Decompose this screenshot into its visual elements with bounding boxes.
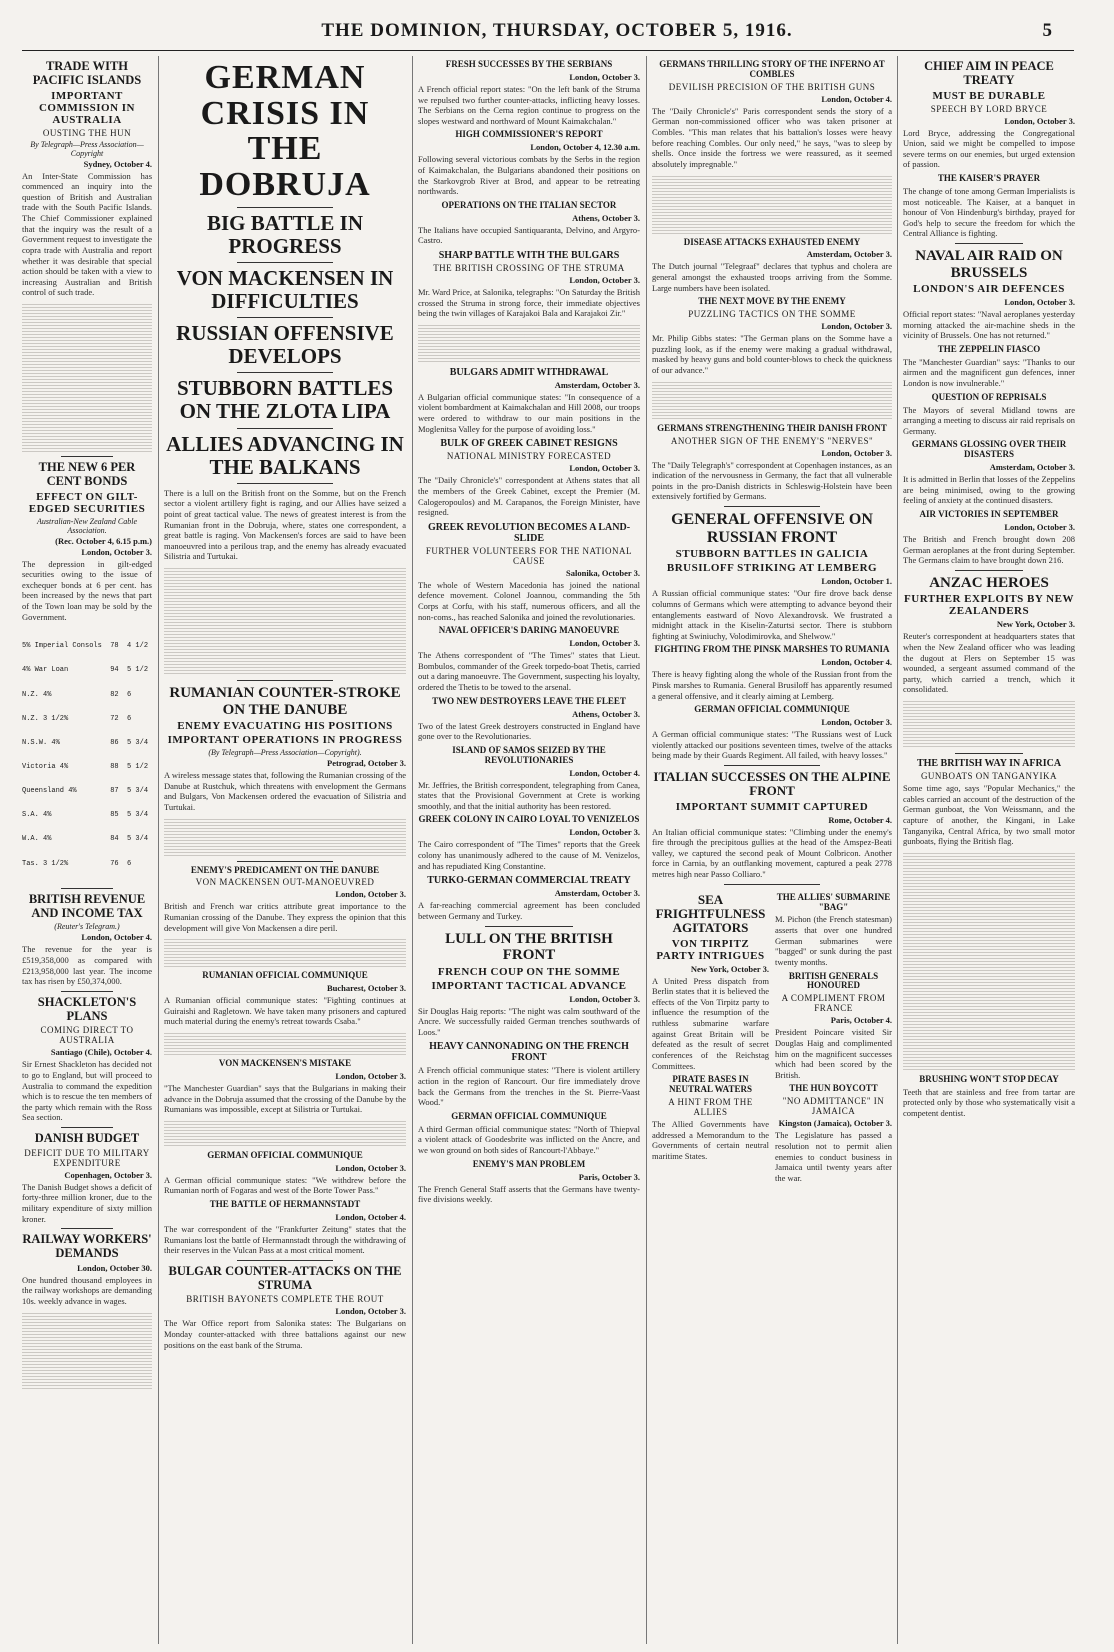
dateline: London, October 3. [569, 993, 640, 1004]
column-5 [903, 56, 1075, 1644]
subheadline: EFFECT ON GILT-EDGED SECURITIES [28, 490, 146, 515]
divider [237, 680, 334, 681]
table-row: Victoria 4% 88 5 1/2 [22, 763, 149, 772]
article-body: A Bulgarian official communique states: "In consequence of a violent bombardment at Kaimakchalan and Hill 2008, our troops were ordered to withdraw to our main positions in the Moglenitsa Valley for the purpose of avoiding loss." [418, 391, 640, 434]
article-body: The Legislature has passed a resolution not to permit alien enemies to conduct business in Jamaica until twenty years after the war. [775, 1130, 892, 1183]
article-body: The "Daily Telegraph's" correspondent at Copenhagen instances, as an indication of the nervousness in Germany, the fact that all vulnerable points in the pro-Danish districts in Schleswig-Holstein have been extensively fortified by Germans. [652, 459, 892, 502]
headline: RAILWAY WORKERS' DEMANDS [22, 1232, 152, 1260]
subheadline: GUNBOATS ON TANGANYIKA [920, 771, 1058, 782]
dateline: Petrograd, October 3. [327, 758, 406, 769]
subheadline: OUSTING THE HUN [42, 127, 132, 138]
dateline: London, October 30. [77, 1262, 152, 1273]
table-row: N.S.W. 4% 86 5 3/4 [22, 738, 149, 747]
table-row: 4% War Loan 94 5 1/2 [22, 666, 149, 675]
headline: TWO NEW DESTROYERS LEAVE THE FLEET [432, 695, 626, 706]
headline: TURKO-GERMAN COMMERCIAL TREATY [427, 875, 631, 887]
subheadline: DEFICIT DUE TO MILITARY EXPENDITURE [24, 1147, 150, 1168]
article-body: The Italians have occupied Santiquaranta, Delvino, and Argyro-Castro. [418, 224, 640, 246]
headline: SEA FRIGHTFULNESS AGITATORS [655, 891, 766, 936]
dateline: Rome, October 4. [828, 814, 892, 825]
headline: LULL ON THE BRITISH FRONT [445, 930, 613, 963]
dateline: London, October 3. [335, 889, 406, 900]
article-body: A French official communique states: "There is violent artillery action in the region of Rancourt. Our fire immediately drove back the Germans from the trenches in the St. Pierre-Vaast Wood." [418, 1065, 640, 1108]
dateline: London, October 3. [821, 321, 892, 332]
headline: BRITISH GENERALS HONOURED [788, 970, 879, 991]
article-body: The Mayors of several Midland towns are arranging a meeting to discuss air raid reprisals on Germany. [903, 404, 1075, 436]
dateline: Bucharest, October 3. [326, 983, 406, 994]
article-body: Sir Douglas Haig reports: "The night was calm southward of the Ancre. We successfully raided German trenches southwards of Loos." [418, 1005, 640, 1037]
article-text-continued [418, 323, 640, 363]
column-2 [164, 56, 406, 1644]
headline: THE BRITISH WAY IN AFRICA [916, 758, 1062, 770]
article-body: An Inter-State Commission has commenced an inquiry into the question of British and Australian trade with the South Pacific Islands. The Chief Commissioner explained that the inquiry was the result of a Government request to investigate the copra trade with Australia and report whether it was desirable that special action should be taken with a view to increasing Australian and British control of such trade. [22, 170, 152, 298]
headline: DANISH BUDGET [34, 1131, 140, 1145]
divider [955, 570, 1024, 571]
article-body: A far-reaching commercial agreement has been concluded between Germany and Turkey. [418, 900, 640, 921]
article-body: There is a lull on the British front on the Somme, but on the French sector a violent artillery fight is raging, and our Allies have seized a point of great tactical value. The news of greatest interest is from the Rumanian front in the Dobruja, where, states one correspondent, a great battle is raging. Von Mackensen's forces are said to have been manoeuvred into a perilous trap, and the enemy has already evacuated Silistria and Turtukai. [164, 487, 406, 562]
headline: ALLIES ADVANCING IN THE BALKANS [166, 431, 404, 479]
article-body: The "Manchester Guardian" says: "Thanks to our airmen and the magnificent gun defences, inner London is now invulnerable." [903, 356, 1075, 389]
dateline: Sydney, October 4. [83, 158, 152, 169]
dateline: Santiago (Chile), October 4. [50, 1047, 152, 1058]
article-body: It is admitted in Berlin that losses of the Zeppelins are being minimised, owing to the growing feeling of anxiety at the continued disasters. [903, 474, 1075, 506]
article-text-continued [164, 1119, 406, 1147]
article-text-continued [652, 380, 892, 420]
headline: FIGHTING FROM THE PINSK MARSHES TO RUMANIA [654, 644, 890, 655]
divider [237, 1260, 334, 1261]
subheadline: FURTHER VOLUNTEERS FOR THE NATIONAL CAUSE [425, 545, 633, 566]
dateline: London, October 3. [1004, 521, 1075, 532]
dateline: London, October 3. [1004, 297, 1075, 308]
subheadline: ANOTHER SIGN OF THE ENEMY'S "NERVES" [670, 435, 874, 446]
dateline: Salonika, October 3. [566, 567, 640, 578]
headline: THE BATTLE OF HERMANNSTADT [209, 1199, 361, 1209]
article-text-continued [22, 302, 152, 452]
article-body: Mr. Philip Gibbs states: "The German plans on the Somme have a puzzling look, as if the enemy were making a gradual withdrawal, masked by heavy guns and bold counter-blows to check the quickness of our advance." [652, 333, 892, 376]
subheadline: THE BRITISH CROSSING OF THE STRUMA [433, 262, 625, 273]
headline: GREEK COLONY IN CAIRO LOYAL TO VENIZELOS [418, 814, 640, 825]
article-body: A third German official communique states: "North of Thiepval a violent attack of Goodesbrite was inflicted on the Ancre, and we won ground on both sides of Rancourt-l'Abbaye." [418, 1123, 640, 1156]
headline: BULGAR COUNTER-ATTACKS ON THE STRUMA [168, 1263, 402, 1292]
article-body: The Athens correspondent of "The Times" states that Lieut. Bombulos, commander of the Greek torpedo-boat Thetis, carried out a daring manoeuvre. The Government, suspecting his loyalty, ordered the Thetis to be towed to the arsenal. [418, 650, 640, 693]
headline: QUESTION OF REPRISALS [931, 391, 1047, 402]
article-body: One hundred thousand employees in the railway workshops are demanding 10s. weekly advance in wages. [22, 1274, 152, 1306]
article-body: The war correspondent of the "Frankfurter Zeitung" states that the Rumanians lost the battle of Hermannstadt through the withdrawing of their reserves in the Vulcan Pass at a most critical moment. [164, 1223, 406, 1256]
headline: GENERAL OFFENSIVE ON RUSSIAN FRONT [671, 511, 873, 546]
headline: ISLAND OF SAMOS SEIZED BY THE REVOLUTIONARIES [452, 744, 606, 765]
subheadline: PUZZLING TACTICS ON THE SOMME [688, 309, 856, 320]
dateline: London, October 3. [821, 717, 892, 728]
headline: BRITISH REVENUE AND INCOME TAX [28, 891, 146, 920]
subheadline: NATIONAL MINISTRY FORECASTED [446, 451, 612, 462]
dateline: New York, October 3. [690, 963, 769, 974]
headline: CHIEF AIM IN PEACE TREATY [924, 59, 1054, 87]
headline: GERMAN OFFICIAL COMMUNIQUE [451, 1110, 607, 1121]
subheadline: IMPORTANT SUMMIT CAPTURED [675, 800, 869, 813]
article-body: A German official communique states: "We withdrew before the Rumanian north of Fogaras and west of the Borte Tower Pass." [164, 1174, 406, 1196]
article-body: Mr. Jeffries, the British correspondent, telegraphing from Canea, states that the Provisional Government at Crete is working smoothly, and that the initial authority has been restored. [418, 779, 640, 811]
headline: THE HUN BOYCOTT [789, 1083, 878, 1094]
article-body: The "Daily Chronicle's" Paris correspondent sends the story of a German non-commissioned officer who was taken prisoner at Combles. "This man relates that his battalion's losses were heavy before reaching Combles. Our only need," he says, "was to sleep by shells. Once inside the fortress we were reassured, as it seemed absolutely impregnable." [652, 105, 892, 169]
divider [237, 317, 334, 318]
subheadline: COMING DIRECT TO AUSTRALIA [40, 1025, 134, 1046]
headline: BULK OF GREEK CABINET RESIGNS [440, 438, 618, 450]
divider [61, 888, 113, 889]
headline: VON MACKENSEN IN DIFFICULTIES [176, 265, 394, 314]
table-row: N.Z. 4% 82 6 [22, 690, 132, 699]
credit: Australian-New Zealand Cable Association. [37, 516, 137, 535]
article-body: The French General Staff asserts that the Germans have twenty-five divisions weekly. [418, 1183, 640, 1205]
dateline: London, October 3. [569, 274, 640, 285]
headline: DISEASE ATTACKS EXHAUSTED ENEMY [683, 236, 861, 247]
dateline: London, October 3. [81, 546, 152, 557]
dateline: London, October 4. [81, 932, 152, 943]
headline: RUMANIAN OFFICIAL COMMUNIQUE [202, 970, 368, 981]
article-body: The depression in gilt-edged securities owing to the issue of exchequer bonds at 6 per cent. has been increased by the news that part of the Town loan may be sold by the Government. [22, 558, 152, 622]
subheadline: "NO ADMITTANCE" IN JAMAICA [782, 1096, 885, 1117]
article-text-continued [164, 566, 406, 676]
article-body: Teeth that are stainless and free from tartar are protected only by those who systematically visit a competent dentist. [903, 1086, 1075, 1118]
headline: NAVAL AIR RAID ON BRUSSELS [915, 248, 1063, 281]
dateline: London, October 3. [569, 71, 640, 82]
dateline: London, October 3. [335, 1306, 406, 1317]
headline: FRESH SUCCESSES BY THE SERBIANS [445, 59, 613, 69]
article-body: Two of the latest Greek destroyers constructed in England have gone over to the Revolutionaries. [418, 720, 640, 742]
sea-frightfulness-block [652, 889, 769, 1188]
right-subcolumn [775, 889, 892, 1188]
dateline: Paris, October 4. [830, 1015, 892, 1026]
subheadline: ENEMY EVACUATING HIS POSITIONS [177, 720, 393, 733]
dateline: Paris, October 3. [578, 1171, 640, 1182]
divider [485, 926, 574, 927]
headline: ITALIAN SUCCESSES ON THE ALPINE FRONT [653, 768, 891, 799]
dateline: London, October 3. [1004, 115, 1075, 126]
article-body: A Rumanian official communique states: "Fighting continues at Guiraishi and Ragletown. We have taken many prisoners and captured much material during the enemy's retreat towards Csaba." [164, 995, 406, 1027]
headline: GERMANS THRILLING STORY OF THE INFERNO AT COMBLES [659, 59, 885, 79]
article-body: There is heavy fighting along the whole of the Russian front from the Pinsk marshes to Rumania. General Brusiloff has apparently resumed a general offensive, and it clearly aiming at Lemberg. [652, 669, 892, 701]
headline: THE ALLIES' SUBMARINE "BAG" [776, 891, 891, 912]
article-text-continued [903, 699, 1075, 749]
subheadline: LONDON'S AIR DEFENCES [913, 283, 1065, 296]
dateline: Amsterdam, October 3. [806, 249, 892, 260]
headline: GERMAN OFFICIAL COMMUNIQUE [694, 704, 850, 715]
article-body: Official report states: "Naval aeroplanes yesterday morning attacked the air-machine sheds in the vicinity of Brussels. One has not returned." [903, 309, 1075, 341]
divider [61, 456, 113, 457]
article-body: A wireless message states that, following the Rumanian crossing of the Danube at Rustchuk, which threatens with envelopment the Germans and Bulgars, Von Mackensen ordered the evacuation of Silistria and Turtukai. [164, 770, 406, 812]
headline: ANZAC HEROES [929, 574, 1049, 591]
dateline: London, October 3. [569, 638, 640, 649]
article-body: The Cairo correspondent of "The Times" reports that the Greek colony has unanimously adhered to the cause of M. Venizelos, and has repudiated King Constantine. [418, 839, 640, 871]
article-body: The whole of Western Macedonia has joined the national defence movement. Colonel Joannou, commanding the 5th Corps at Corfu, with his staff, numerous officers, and all the non-coms., has reached Salonika and joined the revolutionaries. [418, 579, 640, 622]
subheadline: STUBBORN BATTLES IN GALICIA [675, 548, 869, 561]
subheadline: VON TIRPITZ PARTY INTRIGUES [656, 937, 765, 962]
dateline: (Rec. October 4, 6.15 p.m.) [55, 535, 152, 546]
divider [955, 753, 1024, 754]
column-divider [646, 56, 647, 1644]
subheadline: A HINT FROM THE ALLIES [668, 1096, 753, 1117]
headline: HIGH COMMISSIONER'S REPORT [455, 129, 603, 140]
article-body: M. Pichon (the French statesman) asserts that over one hundred German submarines were "bagged" or sunk during the past twenty months. [775, 914, 892, 967]
headline: RUSSIAN OFFENSIVE DEVELOPS [176, 321, 394, 369]
table-row: Queensland 4% 87 5 3/4 [22, 787, 149, 796]
securities-table [22, 626, 152, 884]
headline: BRUSHING WON'T STOP DECAY [919, 1073, 1059, 1084]
column-4 [652, 56, 892, 1644]
headline: BIG BATTLE IN PROGRESS [207, 210, 363, 258]
dateline: London, October 1. [821, 576, 892, 587]
divider [237, 861, 334, 862]
article-text-continued [164, 1031, 406, 1055]
dateline: Amsterdam, October 3. [554, 379, 640, 390]
headline: ENEMY'S MAN PROBLEM [472, 1158, 586, 1169]
headline: THE KAISER'S PRAYER [937, 173, 1041, 183]
article-body: The "Daily Chronicle's" correspondent at Athens states that all the members of the Greek Cabinet, except the Premier (M. Calogeropoulos) and M. Carapanos, the Foreign Minister, have resigned. [418, 475, 640, 518]
subheadline: FURTHER EXPLOITS BY NEW ZEALANDERS [904, 593, 1074, 618]
article-body: A United Press dispatch from Berlin states that it is believed the effects of the Von Tirpitz party to influence the resumption of the ruthless submarine warfare against Great Britain will be defeated as the result of secret conferences of the Reichstag Committees. [652, 975, 769, 1071]
dateline: Athens, October 3. [572, 212, 640, 223]
headline: GERMANS GLOSSING OVER THEIR DISASTERS [911, 439, 1067, 460]
article-body: The Allied Governments have addressed a Memorandum to the Governments of certain neutral maritime States. [652, 1118, 769, 1161]
table-row: 5% Imperial Consols 78 4 1/2 [22, 642, 149, 651]
masthead [0, 20, 1114, 44]
headline: THE NEXT MOVE BY THE ENEMY [698, 296, 846, 307]
column-divider [412, 56, 413, 1644]
credit: (By Telegraph—Press Association—Copyright). [208, 748, 362, 758]
dateline: London, October 3. [821, 447, 892, 458]
headline: PIRATE BASES IN NEUTRAL WATERS [669, 1074, 752, 1095]
dateline: London, October 3. [335, 1162, 406, 1173]
article-body: Some time ago, says "Popular Mechanics," the cables carried an account of the destruction of the German gunboat, the Von Weissmann, and the capture of another, the Kingani, in Lake Tanganyika, Central Africa, by two small motor gunboats, flying the British flag. [903, 783, 1075, 847]
masthead-title: THE DOMINION, THURSDAY, OCTOBER 5, 1916. [321, 20, 793, 41]
headline: SHARP BATTLE WITH THE BULGARS [438, 249, 620, 261]
divider [724, 765, 820, 766]
subheadline: VON MACKENSEN OUT-MANOEUVRED [195, 877, 375, 888]
divider [237, 428, 334, 429]
table-row: Tas. 3 1/2% 76 6 [22, 859, 132, 868]
divider [61, 1228, 113, 1229]
headline: AIR VICTORIES IN SEPTEMBER [919, 509, 1059, 520]
page-number: 5 [1042, 20, 1052, 41]
dateline: London, October 4, 12.30 a.m. [530, 142, 640, 153]
bottom-split [652, 889, 892, 1188]
headline: RUMANIAN COUNTER-STROKE ON THE DANUBE [169, 685, 401, 718]
article-body: Reuter's correspondent at headquarters states that when the New Zealand officer who was leading the dugout at Flers on September 15 was wounded, a sergeant assumed command of the party, which carried a trench, which it consolidated. [903, 631, 1075, 695]
column-divider [158, 56, 159, 1644]
credit: (Reuter's Telegram.) [54, 922, 120, 932]
dateline: London, October 4. [821, 657, 892, 668]
dateline: Kingston (Jamaica), October 3. [778, 1118, 892, 1129]
divider [237, 207, 334, 208]
article-body: A Russian official communique states: "Our fire drove back dense columns of Germans which were attempting to advance beyond their entanglements eastward of Novo Alexandrovsk. We frustrated a midnight attack in the Kiselin-Zaturtsi sector. There is stubborn fighting at Swiniuchy, Volodimirovka, and Shelwow." [652, 588, 892, 641]
headline: NAVAL OFFICER'S DARING MANOEUVRE [438, 625, 620, 636]
article-body: The British and French brought down 208 German aeroplanes at the front during September. The Germans claim to have brought down 216. [903, 533, 1075, 566]
column-1 [22, 56, 152, 1644]
table-row: N.Z. 3 1/2% 72 6 [22, 714, 132, 723]
subheadline: IMPORTANT TACTICAL ADVANCE [431, 979, 627, 992]
subheadline: BRUSILOFF STRIKING AT LEMBERG [666, 562, 878, 575]
divider [61, 991, 113, 992]
divider [237, 262, 334, 263]
dateline: London, October 4. [569, 767, 640, 778]
article-body: A German official communique states: "The Russians west of Luck violently attacked our positions seventeen times, twelve of the attacks being made by their Guards Regiment. All failed, with heavy losses." [652, 729, 892, 761]
headline: TRADE WITH PACIFIC ISLANDS [32, 59, 142, 87]
subheadline: IMPORTANT OPERATIONS IN PROGRESS [167, 734, 403, 747]
subheadline: BRITISH BAYONETS COMPLETE THE ROUT [186, 1294, 384, 1305]
subheadline: IMPORTANT COMMISSION IN AUSTRALIA [38, 89, 136, 126]
divider [237, 483, 334, 484]
article-text-continued [903, 851, 1075, 1071]
article-body: Following several victorious combats by the Serbs in the region of Kaimakchalan, the Bulgarians abandoned their positions on the Starkovgrob River at Brod, and appear to be retreating northwards. [418, 154, 640, 197]
headline: VON MACKENSEN'S MISTAKE [218, 1058, 352, 1069]
dateline: Copenhagen, October 3. [64, 1169, 152, 1180]
dateline: London, October 3. [335, 1070, 406, 1081]
divider [724, 884, 820, 885]
article-body: An Italian official communique states: "Climbing under the enemy's fire through the precipitous gullies at the head of the Amspez-Beati valley, we captured the second peak of Mount Colbricon. Another force in Carnia, by an outflanking movement, captured a peak 2778 metres high near Passo Colliaro." [652, 826, 892, 880]
subheadline: DEVILISH PRECISION OF THE BRITISH GUNS [668, 81, 876, 92]
article-text-continued [652, 174, 892, 234]
headline: STUBBORN BATTLES ON THE ZLOTA LIPA [176, 376, 394, 424]
headline: THE NEW 6 PER CENT BONDS [38, 460, 136, 488]
dateline: London, October 3. [569, 463, 640, 474]
headline: THE ZEPPELIN FIASCO [937, 343, 1041, 354]
article-body: Mr. Ward Price, at Salonika, telegraphs: "On Saturday the British crossed the Struma in strong force, their immediate objectives being the twin villages of Karajakoi Bala and Karajakoi Zir." [418, 286, 640, 319]
article-body: The revenue for the year is £519,358,000 as compared with £213,958,000 last year. The income tax has risen by £50,374,000. [22, 944, 152, 987]
credit: By Telegraph—Press Association—Copyright [30, 139, 144, 158]
divider [237, 372, 334, 373]
column-3 [418, 56, 640, 1644]
column-divider [897, 56, 898, 1644]
dateline: Amsterdam, October 3. [989, 462, 1075, 473]
table-row: W.A. 4% 84 5 3/4 [22, 835, 149, 844]
article-body: Lord Bryce, addressing the Congregational Union, said we might be compelled to impose severe terms on our enemies, but urged extension of passion. [903, 127, 1075, 170]
headline: GREEK REVOLUTION BECOMES A LAND-SLIDE [427, 521, 631, 544]
article-body: The change of tone among German Imperialists is most noticeable. The Kaiser, at a banquet in honour of Von Hindenburg's birthday, prayed for God's help to secure the freedom for which the Central Alliance is fighting. [903, 185, 1075, 239]
dateline: Amsterdam, October 3. [554, 888, 640, 899]
divider [724, 506, 820, 507]
article-body: "The Manchester Guardian" says that the Bulgarians in making their advance in the Dobruja assumed that the crossing of the Danube by the Rumanians was impossible, except at Silistria or Turtukai. [164, 1082, 406, 1115]
subheadline: SPEECH BY LORD BRYCE [930, 103, 1048, 114]
article-text-continued [164, 817, 406, 857]
article-body: The Danish Budget shows a deficit of forty-three million kroner, due to the military expenditure of sixty million kroner. [22, 1181, 152, 1224]
dateline: London, October 4. [821, 93, 892, 104]
article-body: The Dutch journal "Telegraaf" declares that typhus and cholera are general amongst the exhausted troops arriving from the Somme. Large numbers have been isolated. [652, 261, 892, 293]
subheadline: FRENCH COUP ON THE SOMME [437, 965, 621, 978]
headline: ENEMY'S PREDICAMENT ON THE DANUBE [190, 864, 380, 875]
table-row: S.A. 4% 85 5 3/4 [22, 811, 149, 820]
divider [61, 1127, 113, 1128]
subheadline: A COMPLIMENT FROM FRANCE [781, 993, 886, 1014]
article-body: President Poincare visited Sir Douglas Haig and complimented him on the magnificent successes which had been scored by the British. [775, 1027, 892, 1080]
subheadline: MUST BE DURABLE [932, 89, 1046, 102]
article-body: The War Office report from Salonika states: The Bulgarians on Monday counter-attacked with three battalions against our new positions on the east bank of the Struma. [164, 1318, 406, 1350]
dateline: New York, October 3. [996, 619, 1075, 630]
headline: HEAVY CANNONADING ON THE FRENCH FRONT [429, 1041, 629, 1064]
masthead-rule [22, 50, 1074, 51]
article-text-continued [22, 1311, 152, 1391]
headline: GERMAN OFFICIAL COMMUNIQUE [207, 1149, 363, 1160]
article-body: A French official report states: "On the left bank of the Struma we repulsed two further counter-attacks, inflicting heavy losses. The Serbians on the Cerna region continue to progress on the slopes westward and northward of Mount Kaimakchalan." [418, 83, 640, 126]
dateline: London, October 4. [335, 1211, 406, 1222]
dateline: London, October 3. [569, 827, 640, 838]
dateline: Athens, October 3. [572, 708, 640, 719]
divider [955, 243, 1024, 244]
article-text-continued [164, 937, 406, 967]
headline: GERMANS STRENGTHENING THEIR DANISH FRONT [657, 422, 887, 433]
headline: OPERATIONS ON THE ITALIAN SECTOR [441, 199, 617, 210]
headline: SHACKLETON'S PLANS [37, 994, 137, 1023]
article-body: British and French war critics attribute great importance to the Rumanian crossing of the Danube. They express the opinion that this development will give Von Mackensen a dire peril. [164, 901, 406, 933]
article-body: Sir Ernest Shackleton has decided not to go to England, but will proceed to Australia to command the expedition which is to rescue the ten members of the party which remain with the Ross Sea section. [22, 1059, 152, 1123]
headline: GERMAN CRISIS IN THE DOBRUJA [199, 59, 371, 204]
headline: BULGARS ADMIT WITHDRAWAL [449, 366, 609, 378]
